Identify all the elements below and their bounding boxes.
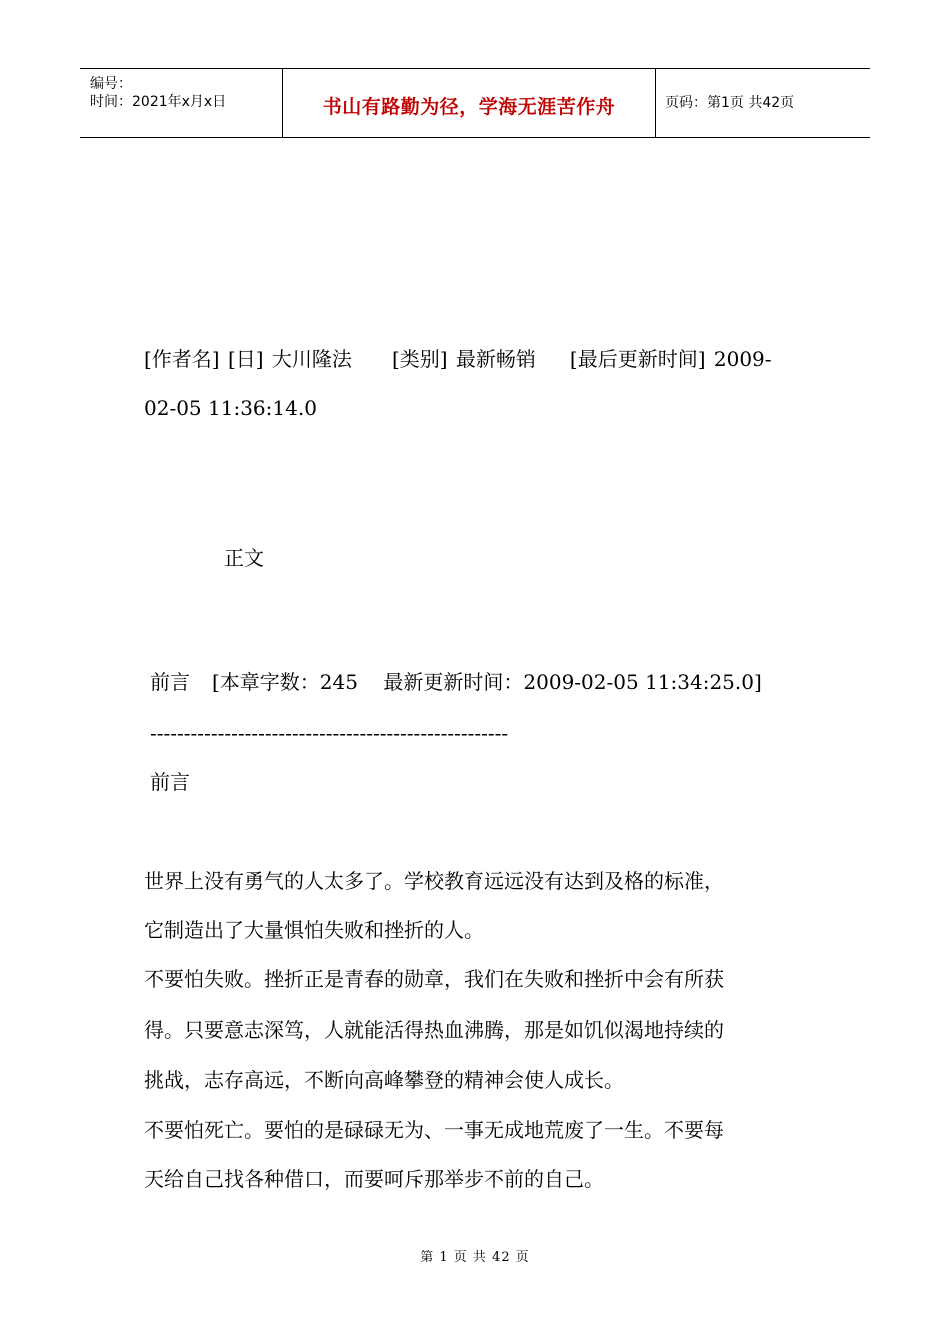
chapter-title: 前言 — [150, 670, 190, 694]
page-header — [80, 68, 870, 138]
header-motto-cell — [282, 69, 656, 137]
paragraph-line: 天给自己找各种借口，而要呵斥那举步不前的自己。 — [144, 1167, 604, 1191]
header-page-cell — [655, 69, 870, 137]
page-footer: 第 1 页 共 42 页 — [420, 1250, 530, 1265]
paragraph-line: 不要怕失败。挫折正是青春的勋章，我们在失败和挫折中会有所获 — [144, 967, 724, 991]
paragraph-line: 不要怕死亡。要怕的是碌碌无为、一事无成地荒废了一生。不要每 — [144, 1118, 724, 1142]
chapter-info: [本章字数：245 最新更新时间：2009-02-05 11:34:25.0] — [212, 670, 762, 694]
paragraph-line: 它制造出了大量惧怕失败和挫折的人。 — [144, 918, 484, 942]
paragraph-line: 世界上没有勇气的人太多了。学校教育远远没有达到及格的标准， — [144, 869, 724, 893]
separator-line: ----------------------------------------------------- — [150, 721, 509, 745]
header-info-cell — [80, 69, 282, 137]
updated-meta-continued: 02-05 11:36:14.0 — [144, 396, 317, 420]
paragraph-line: 得。只要意志深笃，人就能活得热血沸腾，那是如饥似渴地持续的 — [144, 1018, 724, 1042]
meta-line — [144, 346, 772, 372]
number-label: 编号： — [90, 76, 132, 92]
chapter-subtitle: 前言 — [150, 770, 190, 794]
page-label: 页码：第1页 共42页 — [665, 95, 795, 111]
category-meta: [类别] 最新畅销 — [391, 347, 536, 371]
chapter-header — [150, 669, 762, 695]
motto: 书山有路勤为径，学海无涯苦作舟 — [322, 96, 616, 118]
updated-meta: [最后更新时间] 2009- — [569, 347, 772, 371]
section-title: 正文 — [224, 546, 264, 570]
paragraph-line: 挑战，志存高远，不断向高峰攀登的精神会使人成长。 — [144, 1068, 624, 1092]
author-meta: [作者名] [日] 大川隆法 — [144, 347, 352, 371]
date-label: 时间：2021年x月x日 — [90, 94, 227, 110]
